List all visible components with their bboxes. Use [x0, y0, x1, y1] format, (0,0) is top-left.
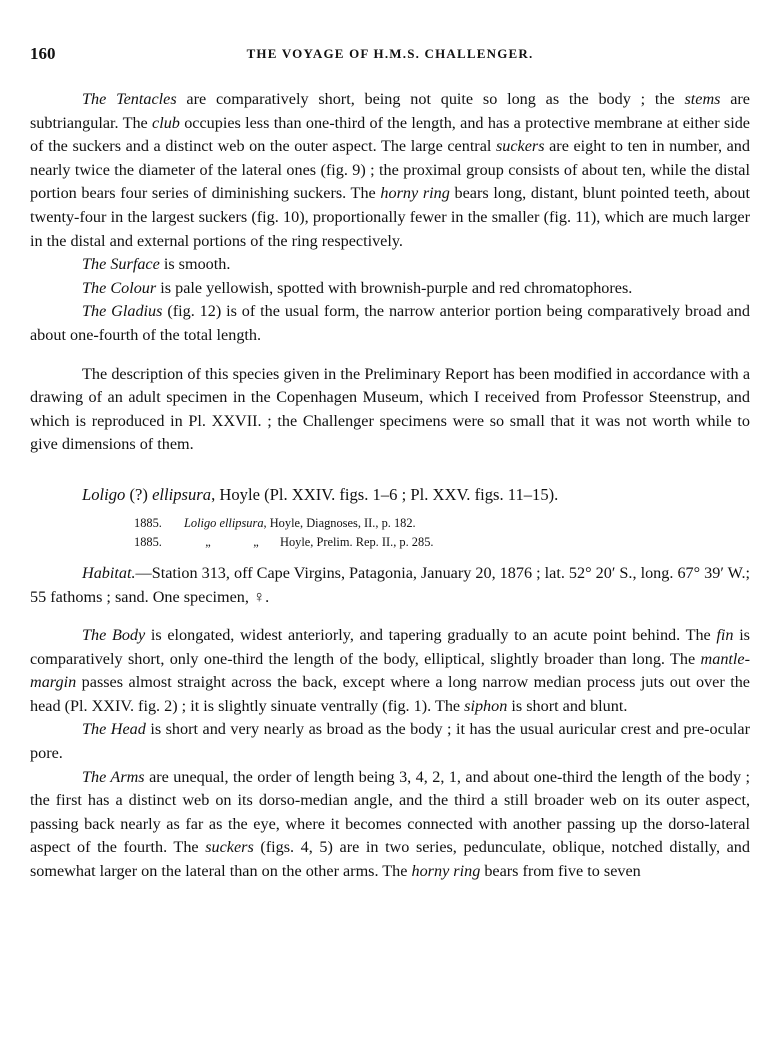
text-run: are unequal, the order of length being 3, 4, 2, 1, and about one-third the length of the body ; the first has a distinct web on its dorso-median angle, and the third a still broader web on its outer aspect, passing back nearly as far as the eye, where it becomes connected with another passing up the dorso-lateral aspect of the fourth. The	[30, 767, 750, 857]
paragraph-head	[30, 718, 750, 765]
text-run: is pale yellowish, spotted with brownish-purple and red chromatophores.	[156, 278, 633, 297]
reference-year: 1885.	[134, 534, 162, 549]
text-run: are eight to ten in number, and nearly twice the diameter of the lateral ones (fig. 9) ; the proximal group consists of about ten, while the distal portion bears four series of diminishing suckers. The	[30, 137, 750, 203]
ditto-mark: „	[253, 534, 259, 549]
text-run: (fig. 12) is of the usual form, the narrow anterior portion being comparatively broad and about one-fourth of the total length.	[30, 302, 750, 344]
paragraph-colour	[30, 277, 750, 301]
paragraph-body	[30, 624, 750, 718]
italic-term: The Surface	[82, 255, 160, 274]
paragraph-surface	[30, 253, 750, 277]
reference-citation: , Hoyle, Diagnoses, II., p. 182.	[263, 515, 416, 530]
italic-term: The Colour	[82, 278, 157, 297]
page-header	[30, 44, 750, 66]
text-run: is elongated, widest anteriorly, and tapering gradually to an acute point behind. The	[145, 626, 717, 645]
paragraph-habitat	[30, 562, 750, 609]
paragraph-tentacles	[30, 88, 750, 253]
text-run: bears from five to seven	[480, 862, 641, 881]
italic-term: suckers	[495, 137, 545, 156]
running-title: THE VOYAGE OF H.M.S. CHALLENGER.	[246, 46, 534, 61]
page-number: 160	[30, 44, 56, 63]
text-run: is short and blunt.	[507, 696, 628, 715]
italic-term: horny ring	[411, 862, 481, 881]
spacer	[30, 457, 750, 483]
italic-term: The Gladius	[82, 302, 163, 321]
page-body	[30, 88, 750, 884]
italic-term: horny ring	[380, 184, 450, 203]
reference-citation: Hoyle, Prelim. Rep. II., p. 285.	[280, 534, 434, 549]
text-run: is short and very nearly as broad as the body ; it has the usual auricular crest and pre-ocular pore.	[30, 720, 750, 763]
italic-term: The Body	[82, 626, 146, 645]
text-run: passes almost straight across the back, except where a long narrow median process juts out over the head (Pl. XXIV. fig. 2) ; it is slightly sinuate ventrally (fig. 1). The	[30, 673, 750, 715]
species-heading	[30, 483, 750, 506]
italic-term: The Head	[82, 720, 146, 739]
italic-term: fin	[716, 626, 734, 645]
text-run: are comparatively short, being not quite so long as the body ; the	[176, 90, 685, 108]
paragraph-gladius	[30, 300, 750, 347]
italic-term: The Arms	[82, 767, 145, 786]
text-run: , Hoyle (Pl. XXIV. figs. 1–6 ; Pl. XXV. figs. 11–15).	[211, 484, 559, 504]
text-run: is smooth.	[159, 255, 231, 274]
italic-term: stems	[684, 90, 721, 108]
reference-year: 1885.	[134, 515, 162, 530]
genus-name: Loligo	[82, 484, 126, 504]
reference-line	[134, 514, 750, 533]
text-run: occupies less than one-third of the length, and has a protective membrane at either side of the suckers and a distinct web on the outer aspect. The large central	[30, 113, 750, 156]
text-run: (figs. 4, 5) are in two series, pedunculate, oblique, notched distally, and somewhat larger on the lateral than on the other arms. The	[30, 838, 750, 881]
text-run: bears long, distant, blunt pointed teeth, about twenty-four in the largest suckers (fig. 10), proportionally fewer in the smaller (fig. 11), which are much larger in the distal and external portions of the ring respectively.	[30, 184, 750, 250]
text-run: are subtriangular. The	[30, 90, 750, 132]
paragraph-description-note	[30, 363, 750, 457]
paragraph-arms	[30, 766, 750, 884]
italic-term: siphon	[464, 696, 508, 715]
habitat-label: Habitat.	[82, 563, 136, 582]
italic-term: suckers	[205, 838, 254, 857]
text-run: is comparatively short, only one-third the length of the body, elliptical, slightly broader than long. The	[30, 626, 750, 668]
species-name: ellipsura	[152, 484, 212, 504]
italic-term: club	[152, 113, 180, 132]
spacer	[30, 348, 750, 363]
text-run: —Station 313, off Cape Virgins, Patagonia, January 20, 1876 ; lat. 52° 20′ S., long. 67° 39′ W.; 55 fathoms ; sand. One specimen, ♀.	[30, 563, 750, 606]
spacer	[30, 609, 750, 624]
italic-term: The Tentacles	[82, 90, 177, 108]
text-run: The description of this species given in the Preliminary Report has been modified in accordance with a drawing of an adult specimen in the Copenhagen Museum, which I received from Professor Steenstrup, and which is reproduced in Pl. XXVII. ; the Challenger specimens were so small that it was not worth while to give dimensions of them.	[30, 364, 750, 454]
text-run: (?)	[125, 484, 153, 504]
synonymy-references	[134, 514, 750, 552]
italic-term: mantle-margin	[30, 649, 750, 692]
reference-taxon: Loligo ellipsura	[184, 515, 264, 530]
reference-line	[134, 533, 750, 552]
ditto-mark: „	[205, 534, 211, 549]
